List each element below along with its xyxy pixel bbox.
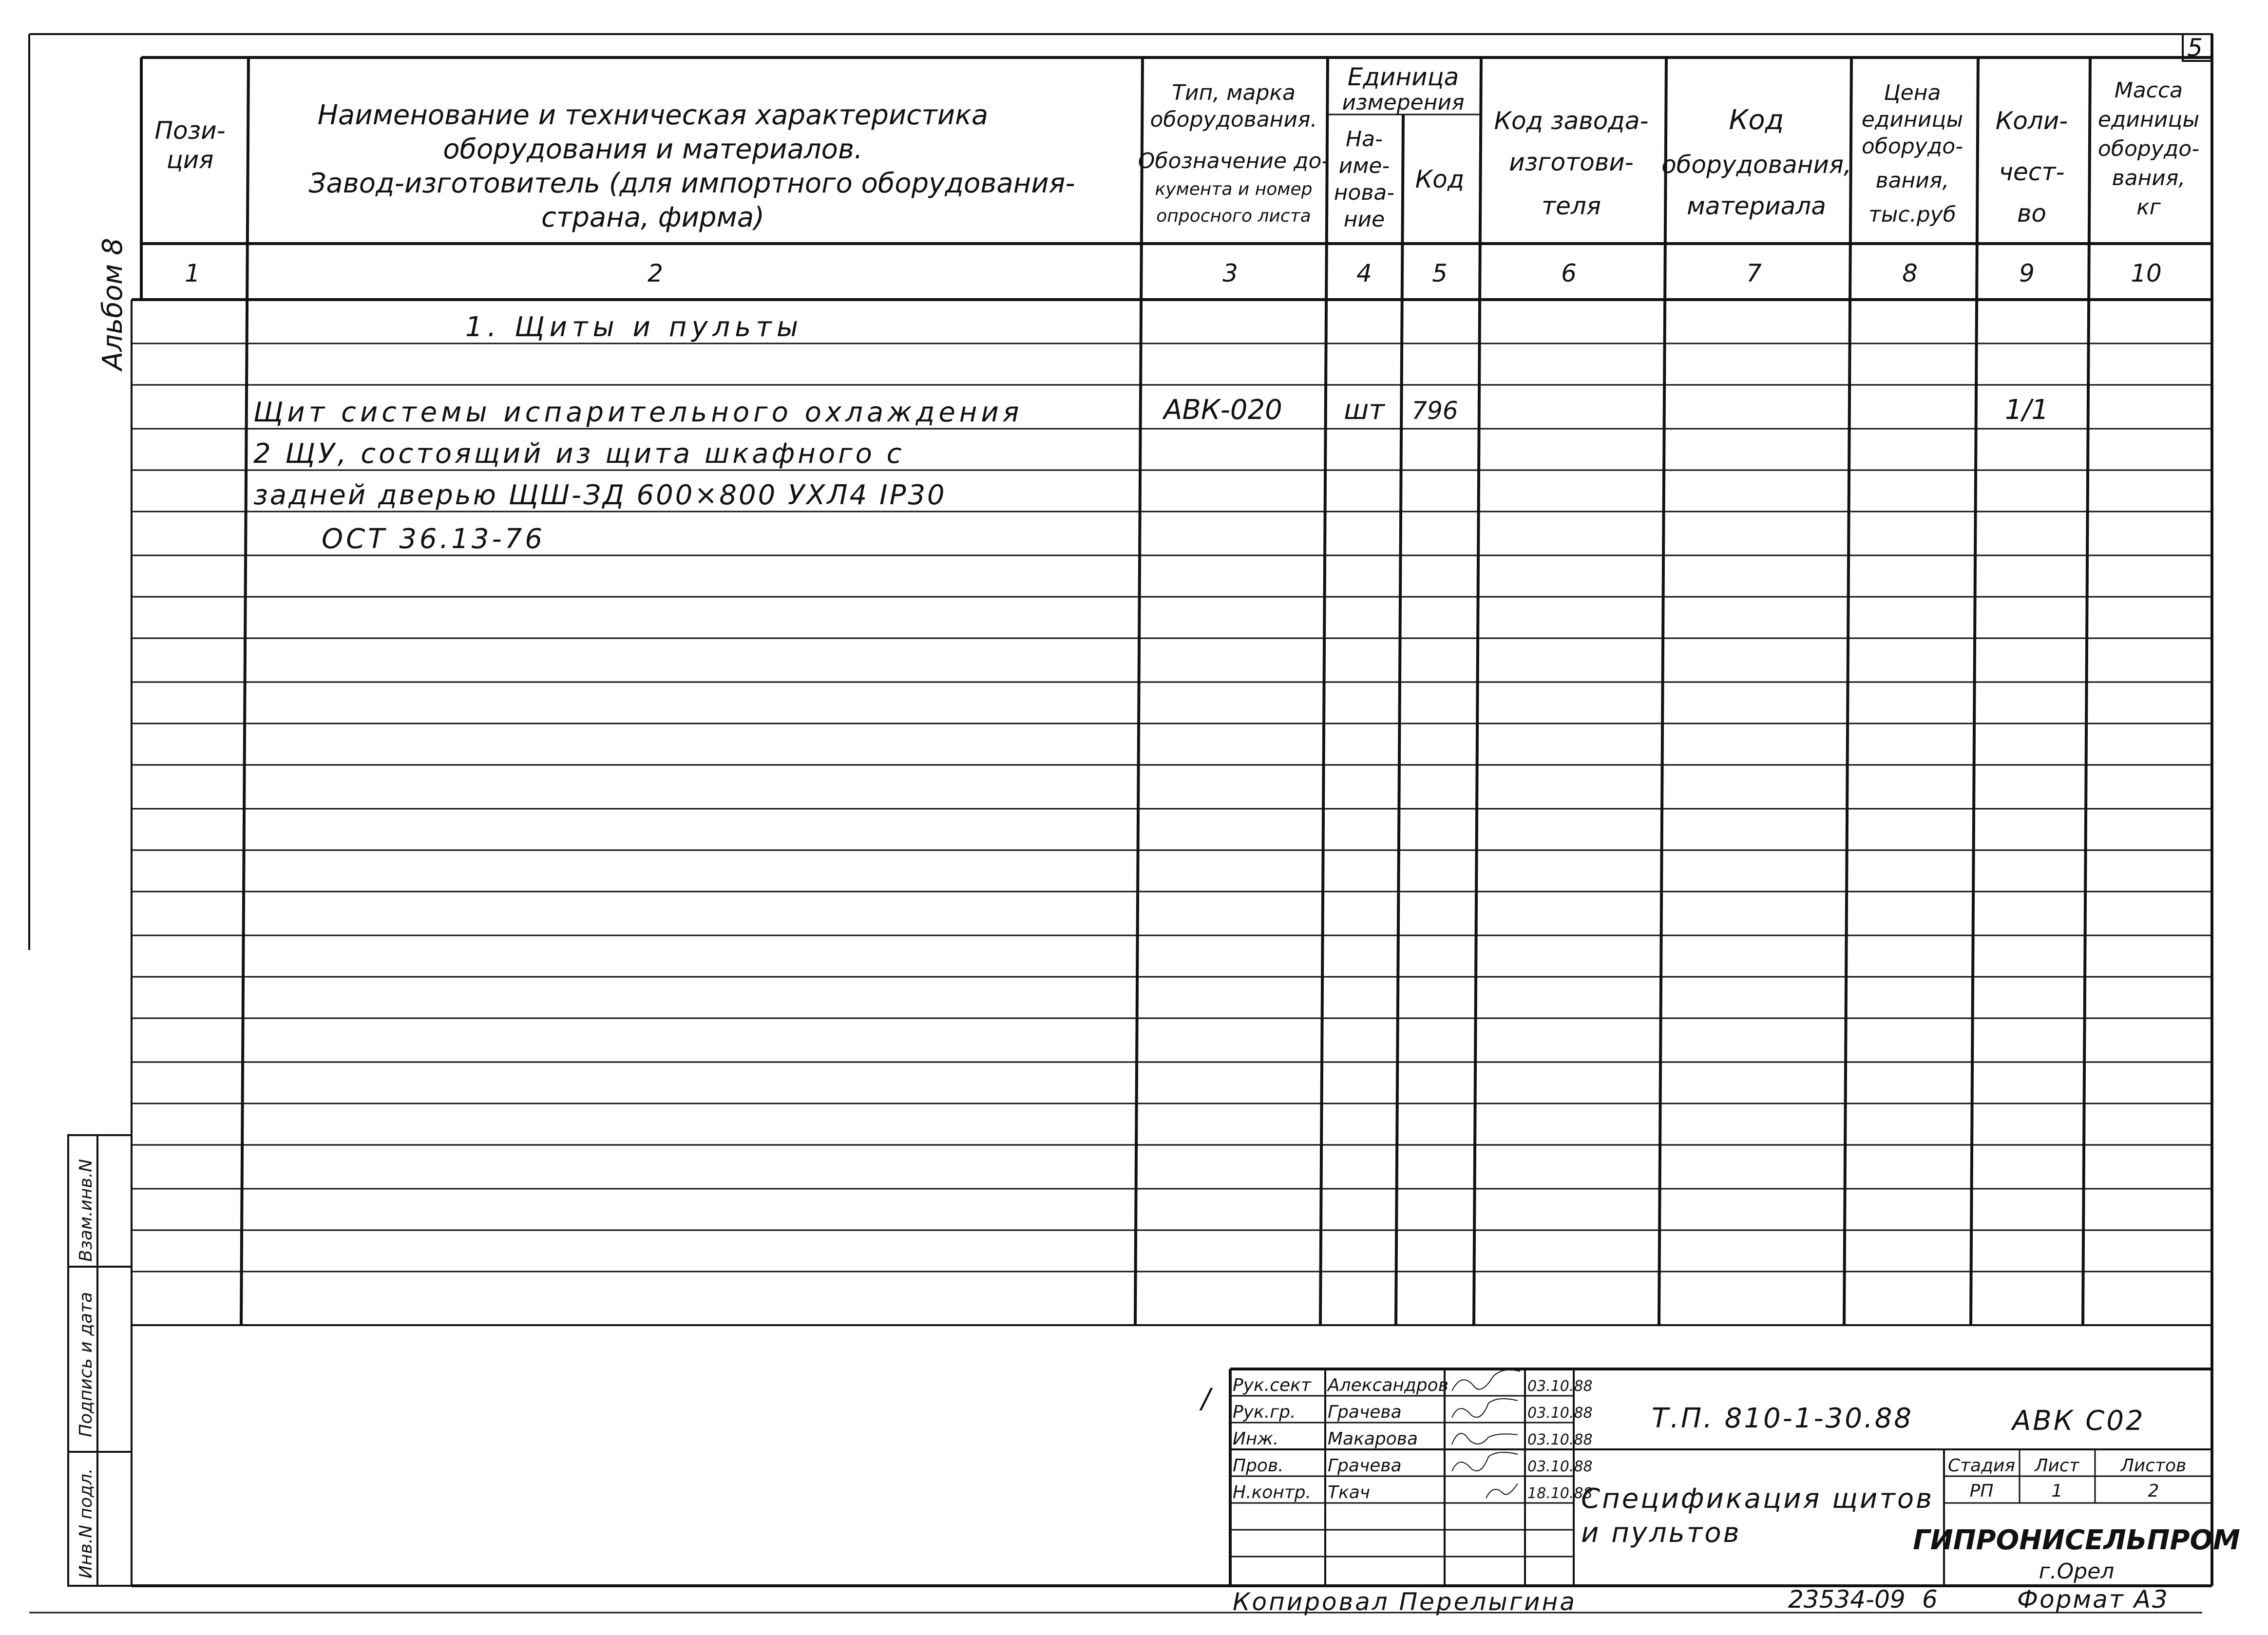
header-mass-line4: вания, — [2112, 166, 2186, 190]
page-number: 5 — [2187, 34, 2203, 62]
side-stamp-inv-no: Инв.N подл. — [76, 1468, 96, 1578]
header-price-line2: единицы — [1861, 107, 1963, 132]
header-factory-code-line3: теля — [1542, 192, 1601, 220]
sheet-value: 1 — [2051, 1481, 2063, 1501]
column-number-2: 2 — [648, 259, 663, 287]
signature-5 — [1486, 1483, 1518, 1498]
header-unit-name-line2: име- — [1338, 153, 1390, 178]
column-numbers — [185, 259, 2162, 287]
person-role-1: Рук.сект — [1233, 1375, 1311, 1395]
header-name-line4: страна, фирма) — [541, 202, 765, 233]
signature-2 — [1452, 1399, 1518, 1418]
header-equipment-code-line2: оборудования, — [1661, 151, 1851, 179]
person-date-2: 03.10.88 — [1527, 1405, 1593, 1422]
item-quantity: 1/1 — [2004, 394, 2049, 426]
header-price-line1: Цена — [1884, 80, 1941, 105]
person-role-5: Н.контр. — [1233, 1483, 1312, 1502]
table-header — [154, 63, 2199, 233]
person-name-1: Александров — [1328, 1375, 1448, 1395]
header-name-line3: Завод-изготовитель (для импортного оборудования- — [308, 168, 1075, 199]
person-role-2: Рук.гр. — [1233, 1402, 1296, 1422]
paper-format: Формат А3 — [2017, 1585, 2169, 1614]
sheets-value: 2 — [2148, 1481, 2159, 1501]
column-number-6: 6 — [1561, 259, 1577, 287]
header-price-line5: тыс.руб — [1868, 202, 1956, 227]
column-number-8: 8 — [1902, 259, 1918, 287]
doc-title-line2: и пультов — [1581, 1517, 1741, 1549]
header-type-line4: кумента и номер — [1155, 179, 1313, 199]
column-number-7: 7 — [1746, 259, 1762, 287]
sheet-frame — [29, 34, 2212, 1613]
header-quantity-line1: Коли- — [1995, 107, 2068, 135]
header-type-line5: опросного листа — [1156, 206, 1311, 226]
copied-by: Копировал Перелыгина — [1233, 1588, 1577, 1616]
person-name-5: Ткач — [1328, 1483, 1371, 1502]
person-date-1: 03.10.88 — [1527, 1378, 1593, 1395]
side-stamp-replaced-inv: Взам.инв.N — [76, 1159, 96, 1262]
header-unit-name-line3: нова- — [1334, 180, 1395, 205]
header-factory-code-line1: Код завода- — [1494, 107, 1649, 135]
header-mass-line3: оборудо- — [2097, 136, 2200, 161]
side-stamp-signature-date: Подпись и дата — [76, 1292, 96, 1437]
header-price-line4: вания, — [1875, 168, 1949, 193]
item-description-line2: 2 ЩУ, состоящий из щита шкафного с — [253, 438, 905, 470]
item-unit: шт — [1344, 394, 1385, 426]
header-type-line1: Тип, марка — [1172, 80, 1296, 105]
album-label: Альбом 8 — [97, 238, 129, 370]
header-quantity-line3: во — [2017, 199, 2047, 228]
archive-number: 23534-09 — [1788, 1585, 1906, 1614]
header-quantity-line2: чест- — [1999, 158, 2065, 186]
person-name-2: Грачева — [1328, 1402, 1402, 1422]
archive-sheet: 6 — [1922, 1585, 1938, 1614]
header-unit-name-line1: На- — [1346, 127, 1383, 152]
title-block — [1199, 1369, 2240, 1586]
table-body — [253, 311, 2049, 555]
spec-table-grid — [132, 57, 2212, 1586]
header-unit-code: Код — [1415, 165, 1465, 193]
item-type: АВК-020 — [1163, 394, 1282, 426]
person-role-3: Инж. — [1233, 1429, 1279, 1449]
doc-title-line1: Спецификация щитов — [1581, 1483, 1934, 1515]
column-number-1: 1 — [185, 259, 200, 287]
sheets-label: Листов — [2120, 1456, 2187, 1476]
organization-name: ГИПРОНИСЕЛЬПРОМ — [1913, 1524, 2240, 1556]
header-mass-line5: кг — [2136, 195, 2161, 220]
header-equipment-code-line3: материала — [1687, 192, 1826, 220]
column-number-4: 4 — [1356, 259, 1372, 287]
stage-value: РП — [1969, 1481, 1994, 1501]
signature-4 — [1452, 1452, 1518, 1471]
header-name-line1: Наименование и техническая характеристика — [317, 99, 989, 131]
header-type-line3: Обозначение до- — [1138, 149, 1330, 173]
header-price-line3: оборудо- — [1861, 134, 1963, 159]
signature-1 — [1452, 1370, 1520, 1391]
column-number-10: 10 — [2131, 259, 2162, 287]
header-mass-line1: Масса — [2114, 78, 2183, 103]
item-description-line1: Щит системы испарительного охлаждения — [253, 397, 1023, 428]
item-description-line3: задней дверью ЩШ-ЗД 600×800 УХЛ4 IP30 — [253, 479, 947, 511]
header-position-line2: ция — [166, 146, 214, 174]
sheet-label: Лист — [2035, 1456, 2079, 1476]
header-equipment-code-line1: Код — [1729, 104, 1784, 136]
organization-city: г.Орел — [2039, 1559, 2115, 1584]
person-name-3: Макарова — [1328, 1429, 1418, 1449]
footer — [1233, 1585, 2169, 1616]
header-mass-line2: единицы — [2097, 107, 2200, 132]
header-unit-line2: измерения — [1342, 90, 1465, 115]
sheet-code: АВК С02 — [2012, 1405, 2145, 1437]
column-number-5: 5 — [1432, 259, 1448, 287]
header-type-line2: оборудования. — [1150, 107, 1317, 132]
column-number-9: 9 — [2019, 259, 2035, 287]
project-code: Т.П. 810-1-30.88 — [1652, 1403, 1913, 1434]
item-unit-code: 796 — [1411, 397, 1458, 425]
header-factory-code-line2: изготови- — [1509, 148, 1634, 176]
person-role-4: Пров. — [1233, 1456, 1284, 1476]
item-description-line4: ОСТ 36.13-76 — [322, 523, 545, 555]
person-name-4: Грачева — [1328, 1456, 1402, 1476]
header-unit-name-line4: ние — [1343, 207, 1385, 232]
side-stamp — [68, 1135, 132, 1586]
header-unit-line1: Единица — [1347, 63, 1459, 91]
person-date-5: 18.10.88 — [1527, 1485, 1593, 1502]
section-title: 1. Щиты и пульты — [465, 311, 803, 343]
header-name-line2: оборудования и материалов. — [443, 133, 863, 165]
signature-3 — [1452, 1433, 1518, 1445]
stage-label: Стадия — [1947, 1456, 2016, 1476]
column-number-3: 3 — [1222, 259, 1238, 287]
person-date-4: 03.10.88 — [1527, 1458, 1593, 1475]
header-position-line1: Пози- — [154, 116, 226, 145]
person-date-3: 03.10.88 — [1527, 1431, 1593, 1448]
revision-mark: / — [1201, 1383, 1211, 1415]
